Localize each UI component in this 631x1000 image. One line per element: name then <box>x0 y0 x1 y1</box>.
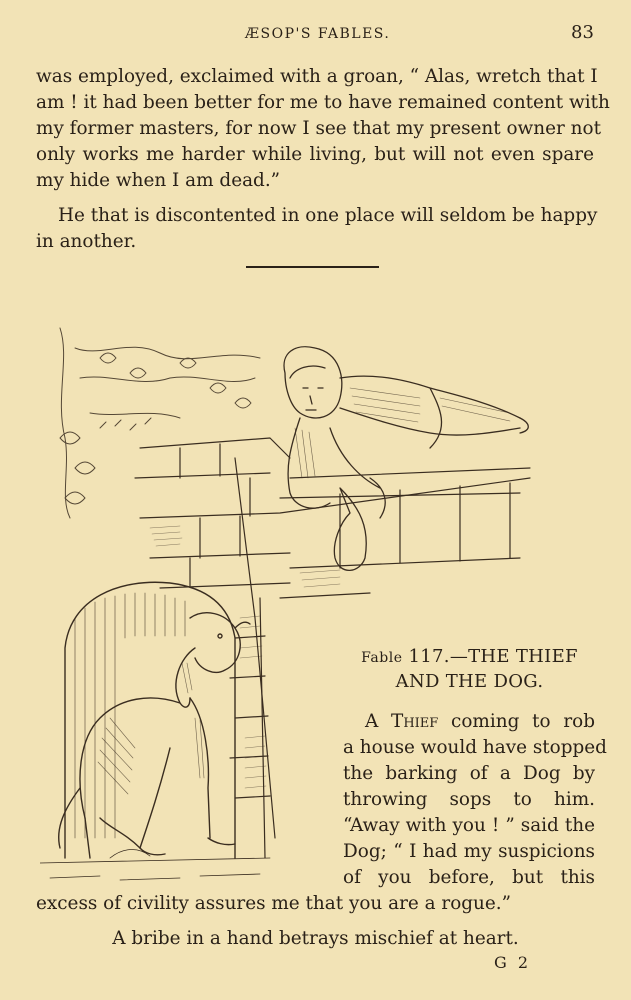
fable-number-title: 117.—THE THIEF <box>402 646 578 667</box>
text-line: throwing sops to him. <box>343 789 595 810</box>
text-line: of you before, but this <box>343 867 595 888</box>
text-fragment: A <box>365 711 392 732</box>
text-line <box>343 709 595 735</box>
previous-fable-moral <box>36 203 598 255</box>
text-fragment: coming to rob <box>438 711 595 732</box>
text-line: Dog; “ I had my suspicions <box>343 841 595 862</box>
running-head <box>0 22 631 48</box>
text-line: only works me harder while living, but will not even spare <box>36 144 594 165</box>
vine-foliage <box>60 328 260 518</box>
wall-hatching <box>150 526 340 788</box>
fable-label: Fable <box>361 650 403 666</box>
text-line: “Away with you ! ” said the <box>343 815 595 836</box>
text-line: a house would have stopped <box>343 737 607 758</box>
text-line: am ! it had been better for me to have remained content with <box>36 92 610 113</box>
text-line: my former masters, for now I see that my present owner not <box>36 118 601 139</box>
opening-word: Thief <box>391 711 439 732</box>
fable-title-line-1 <box>342 645 597 670</box>
text-line: the barking of a Dog by <box>343 763 595 784</box>
dog-shading <box>98 663 204 794</box>
doorway-shadow <box>75 593 185 838</box>
text-line: was employed, exclaimed with a groan, “ Alas, wretch that I <box>36 66 598 87</box>
fable-title-line-2: AND THE DOG. <box>395 671 544 692</box>
dog-figure <box>59 613 250 858</box>
text-line: in another. <box>36 231 137 252</box>
text-line: my hide when I am dead.” <box>36 170 281 191</box>
fable-title <box>342 645 597 694</box>
section-divider <box>246 266 379 268</box>
thief-figure <box>284 347 528 571</box>
text-line: He that is discontented in one place will seldom be happy <box>58 205 598 226</box>
signature-mark: G 2 <box>494 953 532 972</box>
running-head-title: ÆSOP'S FABLES. <box>245 26 391 42</box>
previous-fable-ending <box>36 64 610 194</box>
sop-bag <box>334 488 366 570</box>
fable-body <box>343 709 607 891</box>
page-number: 83 <box>571 22 594 43</box>
fable-body-last-line: excess of civility assures me that you are a rogue.” <box>36 893 512 914</box>
fable-moral: A bribe in a hand betrays mischief at heart. <box>112 928 519 949</box>
